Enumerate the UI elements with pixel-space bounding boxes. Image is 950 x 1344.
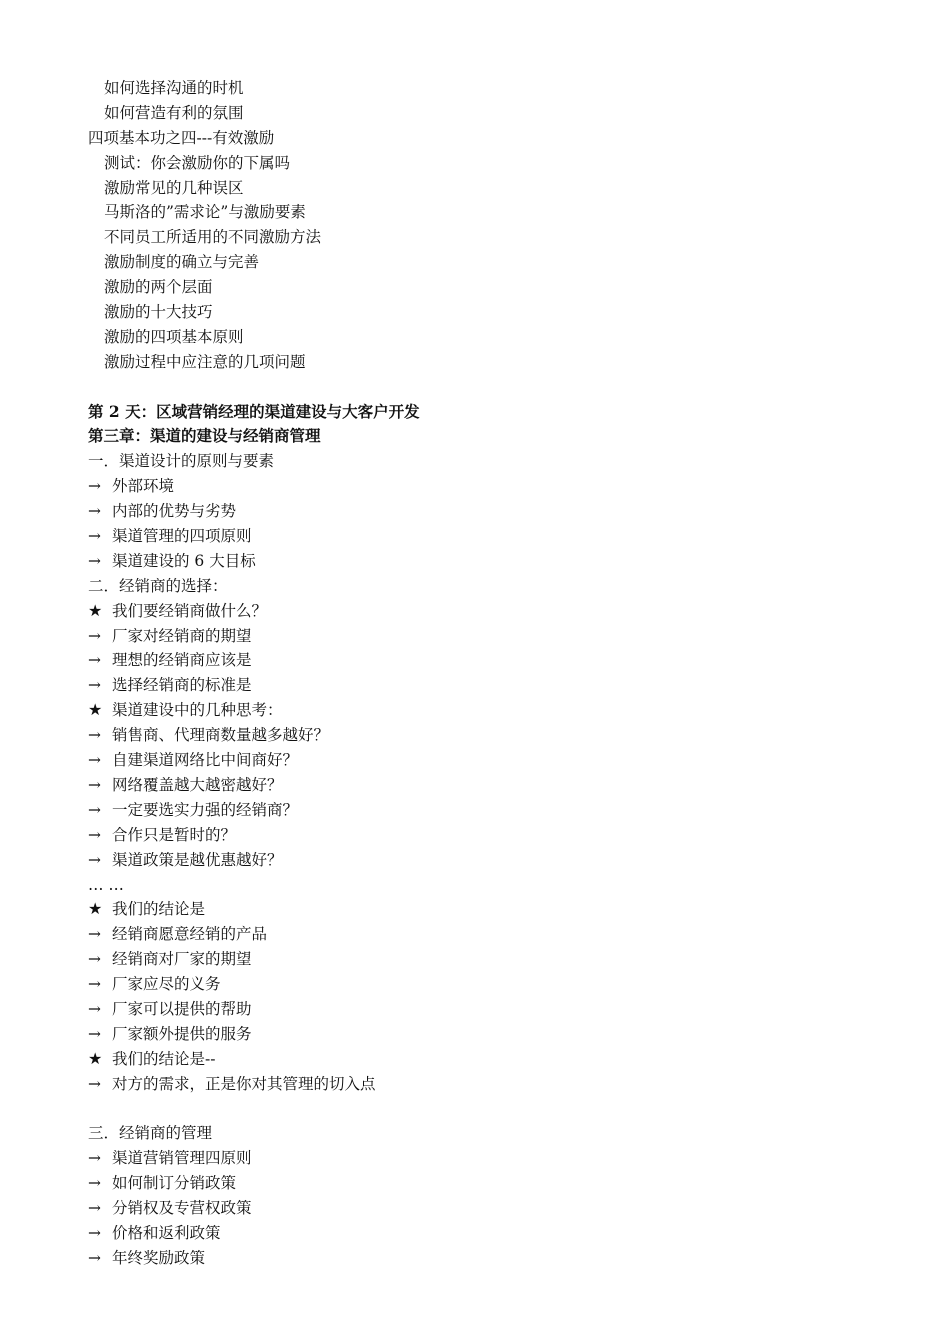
star-item bbox=[88, 698, 888, 723]
day-heading: 第 2 天：区域营销经理的渠道建设与大客户开发 bbox=[88, 401, 420, 421]
arrow-icon: → bbox=[88, 825, 101, 844]
list-item bbox=[88, 1022, 888, 1047]
list-item-text: 厂家应尽的义务 bbox=[112, 975, 221, 994]
outline-item: 不同员工所适用的不同激励方法 bbox=[104, 228, 322, 247]
star-item-text: 我们要经销商做什么？ bbox=[112, 601, 268, 620]
blank-line bbox=[88, 1097, 888, 1122]
list-item-text: 如何制订分销政策 bbox=[112, 1174, 237, 1193]
blank-line bbox=[88, 375, 888, 400]
star-icon: ★ bbox=[88, 700, 103, 720]
arrow-icon: → bbox=[88, 751, 101, 770]
chapter-heading: 第三章：渠道的建设与经销商管理 bbox=[88, 426, 321, 446]
outline-item: 如何选择沟通的时机 bbox=[104, 79, 244, 97]
list-item bbox=[88, 499, 888, 524]
list-item bbox=[88, 1171, 888, 1196]
arrow-icon: → bbox=[88, 1174, 101, 1193]
list-item bbox=[88, 823, 888, 848]
arrow-icon: → bbox=[88, 1223, 101, 1242]
list-item bbox=[88, 474, 888, 499]
arrow-icon: → bbox=[88, 1074, 101, 1093]
arrow-icon: → bbox=[88, 551, 101, 570]
list-item bbox=[88, 1221, 888, 1246]
list-item bbox=[88, 848, 888, 873]
list-item bbox=[88, 1072, 888, 1097]
list-item bbox=[88, 997, 888, 1022]
arrow-icon: → bbox=[88, 1149, 101, 1168]
star-icon: ★ bbox=[88, 899, 103, 919]
arrow-icon: → bbox=[88, 527, 101, 546]
arrow-icon: → bbox=[88, 726, 101, 745]
list-item-text: 分销权及专营权政策 bbox=[112, 1199, 252, 1218]
list-item bbox=[88, 1196, 888, 1221]
part-heading: 一．渠道设计的原则与要素 bbox=[88, 452, 275, 471]
list-item-text: 渠道营销管理四原则 bbox=[112, 1149, 252, 1168]
list-item bbox=[88, 773, 888, 798]
outline-item: 激励的十大技巧 bbox=[104, 303, 213, 322]
arrow-icon: → bbox=[88, 925, 101, 944]
list-item-text: 厂家对经销商的期望 bbox=[112, 626, 252, 645]
list-item bbox=[88, 947, 888, 972]
list-item bbox=[88, 972, 888, 997]
list-item bbox=[88, 524, 888, 549]
list-item-text: 渠道建设的 6 大目标 bbox=[112, 551, 256, 570]
star-item-text: 我们的结论是-- bbox=[112, 1049, 216, 1068]
arrow-icon: → bbox=[88, 626, 101, 645]
list-item-text: 选择经销商的标准是 bbox=[112, 676, 252, 695]
outline-item: 马斯洛的”需求论”与激励要素 bbox=[104, 203, 306, 222]
list-item-text: 理想的经销商应该是 bbox=[112, 651, 252, 670]
list-item-text: 渠道管理的四项原则 bbox=[112, 527, 252, 546]
arrow-icon: → bbox=[88, 477, 101, 496]
list-item-text: 渠道政策是越优惠越好？ bbox=[112, 850, 283, 869]
list-item bbox=[88, 1246, 888, 1271]
list-item bbox=[88, 798, 888, 823]
star-item bbox=[88, 897, 888, 922]
list-item bbox=[88, 922, 888, 947]
list-item-text: 价格和返利政策 bbox=[112, 1223, 221, 1242]
part-heading: 三．经销商的管理 bbox=[88, 1124, 213, 1143]
arrow-icon: → bbox=[88, 775, 101, 794]
arrow-icon: → bbox=[88, 1248, 101, 1267]
list-item bbox=[88, 1146, 888, 1171]
list-item-text: 自建渠道网络比中间商好？ bbox=[112, 751, 299, 770]
star-item-text: 渠道建设中的几种思考： bbox=[112, 701, 283, 720]
arrow-icon: → bbox=[88, 1024, 101, 1043]
outline-item: 激励的两个层面 bbox=[104, 278, 213, 297]
list-item-text: 对方的需求，正是你对其管理的切入点 bbox=[112, 1074, 376, 1093]
outline-item: 激励制度的确立与完善 bbox=[104, 253, 260, 272]
list-item bbox=[88, 624, 888, 649]
star-item-text: 我们的结论是 bbox=[112, 900, 206, 919]
list-item bbox=[88, 748, 888, 773]
arrow-icon: → bbox=[88, 1199, 101, 1218]
part-heading: 二．经销商的选择： bbox=[88, 576, 228, 595]
arrow-icon: → bbox=[88, 950, 101, 969]
list-item-text: 厂家可以提供的帮助 bbox=[112, 999, 252, 1018]
list-item bbox=[88, 549, 888, 574]
list-item-text: 厂家额外提供的服务 bbox=[112, 1024, 252, 1043]
list-item-text: 一定要选实力强的经销商？ bbox=[112, 800, 299, 819]
list-item-text: 网络覆盖越大越密越好？ bbox=[112, 775, 283, 794]
arrow-icon: → bbox=[88, 676, 101, 695]
outline-item: 测试：你会激励你的下属吗 bbox=[104, 153, 291, 172]
list-item-text: 销售商、代理商数量越多越好？ bbox=[112, 726, 330, 745]
arrow-icon: → bbox=[88, 999, 101, 1018]
star-item bbox=[88, 1047, 888, 1072]
arrow-icon: → bbox=[88, 850, 101, 869]
list-item-text: 内部的优势与劣势 bbox=[112, 502, 237, 521]
arrow-icon: → bbox=[88, 975, 101, 994]
ellipsis-line: … … bbox=[88, 875, 124, 894]
arrow-icon: → bbox=[88, 651, 101, 670]
list-item bbox=[88, 673, 888, 698]
list-item-text: 外部环境 bbox=[112, 477, 175, 496]
list-item bbox=[88, 723, 888, 748]
star-icon: ★ bbox=[88, 1048, 103, 1068]
arrow-icon: → bbox=[88, 502, 101, 521]
outline-item: 激励常见的几种误区 bbox=[104, 178, 244, 197]
star-item bbox=[88, 599, 888, 624]
list-item bbox=[88, 648, 888, 673]
list-item-text: 经销商对厂家的期望 bbox=[112, 950, 252, 969]
arrow-icon: → bbox=[88, 800, 101, 819]
section-heading: 四项基本功之四---有效激励 bbox=[88, 128, 275, 147]
list-item-text: 合作只是暂时的？ bbox=[112, 825, 237, 844]
list-item-text: 经销商愿意经销的产品 bbox=[112, 925, 268, 944]
outline-item: 激励的四项基本原则 bbox=[104, 327, 244, 346]
star-icon: ★ bbox=[88, 600, 103, 620]
document-page bbox=[88, 76, 888, 1271]
outline-item: 如何营造有利的氛围 bbox=[104, 103, 244, 122]
list-item-text: 年终奖励政策 bbox=[112, 1248, 206, 1267]
outline-item: 激励过程中应注意的几项问题 bbox=[104, 352, 306, 371]
